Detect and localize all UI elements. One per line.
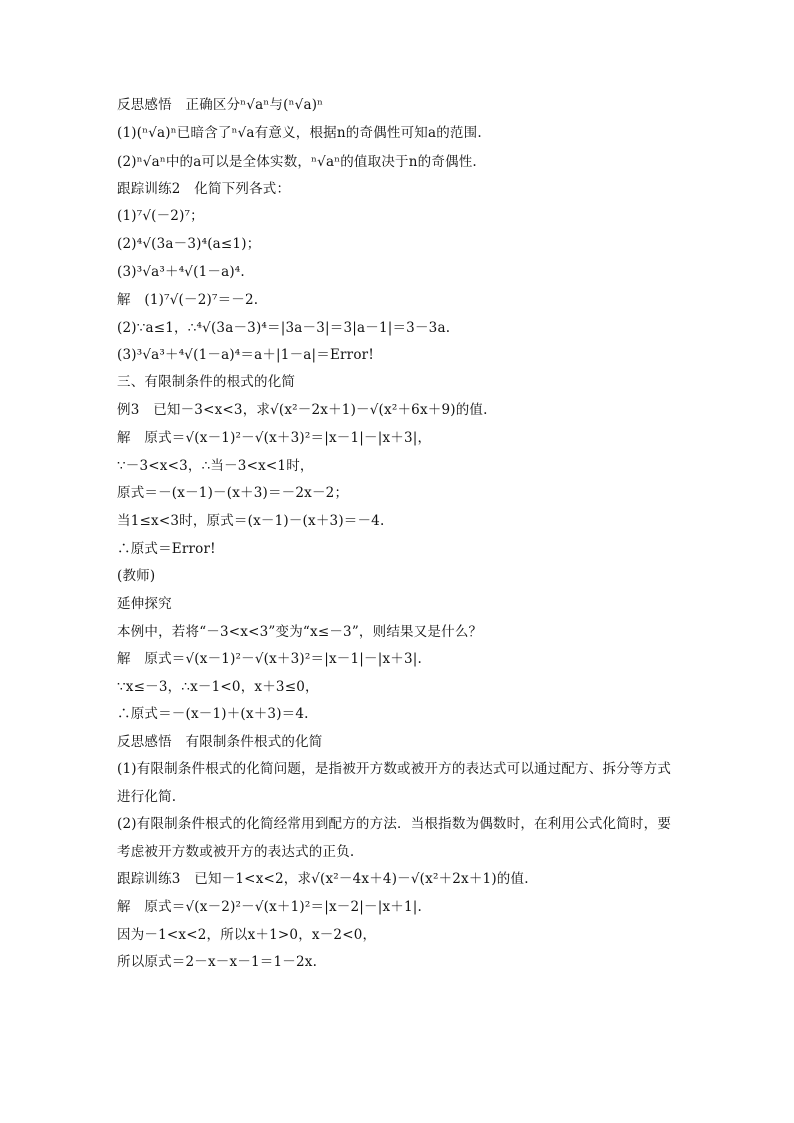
exercise-2-item-3: (3)³√a³＋⁴√(1－a)⁴. (117, 264, 245, 280)
exercise-3-solution-3: 所以原式＝2－x－x－1＝1－2x. (117, 954, 318, 970)
exercise-3-solution-1: 解 原式＝√(x－2)²－√(x＋1)²＝|x－2|－|x＋1|. (117, 899, 422, 915)
solution-2-part-1: 解 (1)⁷√(－2)⁷＝－2. (117, 292, 259, 308)
extension-solution-2: ∵x≤－3，∴x－1<0，x＋3≤0， (117, 679, 319, 695)
reflection-heading-2: 反思感悟 有限制条件根式的化简 (117, 734, 323, 750)
reflection-heading-1: 反思感悟 正确区分ⁿ√aⁿ与(ⁿ√a)ⁿ (117, 97, 324, 113)
solution-2-part-2: (2)∵a≤1，∴⁴√(3a－3)⁴＝|3a－3|＝3|a－1|＝3－3a. (117, 320, 451, 336)
exercise-3-solution-2: 因为－1<x<2，所以x＋1>0，x－2<0， (117, 927, 377, 943)
exercise-2-heading: 跟踪训练2 化简下列各式： (117, 181, 291, 197)
reflection-2-point-2-a: (2)有限制条件根式的化简经常用到配方的方法．当根指数为偶数时，在利用公式化简时，要 (117, 816, 672, 832)
extension-question: 本例中，若将“－3<x<3”变为“x≤－3”，则结果又是什么？ (117, 624, 483, 640)
solution-2-part-3: (3)³√a³＋⁴√(1－a)⁴＝a＋|1－a|＝Error! (117, 347, 374, 363)
reflection-2-point-2-b: 考虑被开方数或被开方的表达式的正负. (117, 844, 355, 860)
exercise-2-item-1: (1)⁷√(－2)⁷； (117, 208, 204, 224)
extension-solution-3: ∴原式＝－(x－1)＋(x＋3)＝4. (117, 706, 309, 722)
reflection-point-1: (1)(ⁿ√a)ⁿ已暗含了ⁿ√a有意义，根据n的奇偶性可知a的范围. (117, 125, 482, 141)
exercise-3-problem: 跟踪训练3 已知－1<x<2，求√(x²－4x＋4)－√(x²＋2x＋1)的值. (117, 871, 529, 887)
reflection-2-point-1-a: (1)有限制条件根式的化简问题，是指被开方数或被开方的表达式可以通过配方、拆分等方式 (117, 761, 672, 777)
reflection-point-2: (2)ⁿ√aⁿ中的a可以是全体实数，ⁿ√aⁿ的值取决于n的奇偶性. (117, 154, 477, 170)
reflection-2-point-1-b: 进行化简. (117, 789, 177, 805)
example-3-solution-2: ∵－3<x<3，∴当－3<x<1时， (117, 458, 314, 474)
teacher-note: (教师) (117, 568, 156, 584)
example-3-solution-3: 原式＝－(x－1)－(x＋3)＝－2x－2； (117, 485, 349, 501)
section-3-title: 三、有限制条件的根式的化简 (117, 374, 296, 390)
example-3-solution-5: ∴原式＝Error! (117, 541, 216, 557)
extension-solution-1: 解 原式＝√(x－1)²－√(x＋3)²＝|x－1|－|x＋3|. (117, 651, 422, 667)
extension-heading: 延伸探究 (117, 596, 172, 612)
example-3-solution-1: 解 原式＝√(x－1)²－√(x＋3)²＝|x－1|－|x＋3|， (117, 430, 432, 446)
example-3-problem: 例3 已知－3<x<3，求√(x²－2x＋1)－√(x²＋6x＋9)的值. (117, 402, 488, 418)
example-3-solution-4: 当1≤x<3时，原式＝(x－1)－(x＋3)＝－4. (117, 513, 385, 529)
exercise-2-item-2: (2)⁴√(3a－3)⁴(a≤1)； (117, 236, 261, 252)
